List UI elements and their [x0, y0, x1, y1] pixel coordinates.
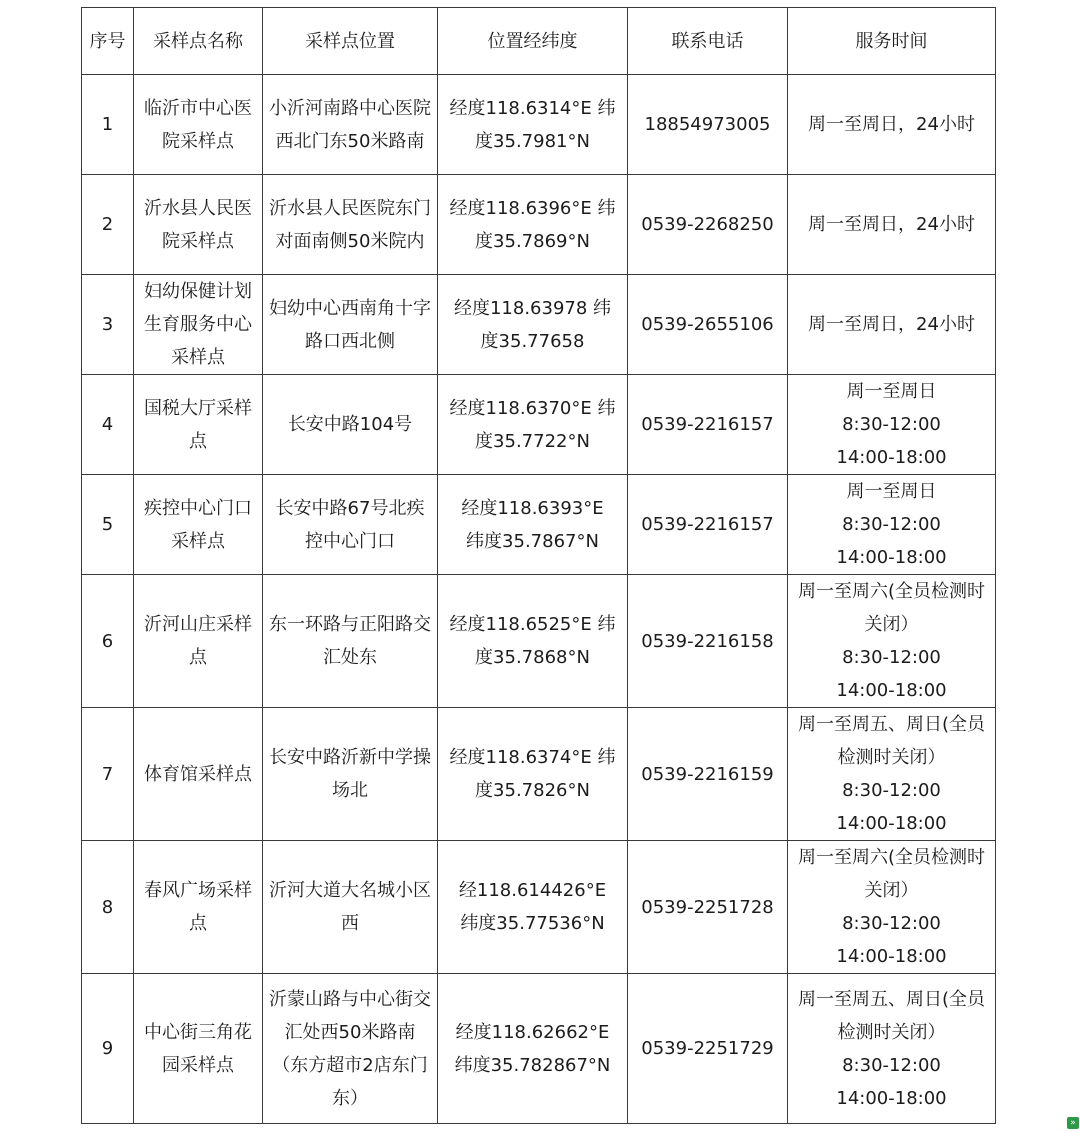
cell-site-name: 疾控中心门口采样点 [134, 475, 263, 575]
cell-service-hours: 周一至周日，24小时 [788, 75, 996, 175]
cell-service-hours: 周一至周日 8:30-12:00 14:00-18:00 [788, 375, 996, 475]
cell-site-location: 小沂河南路中心医院西北门东50米路南 [263, 75, 438, 175]
cell-site-name: 国税大厅采样点 [134, 375, 263, 475]
cell-site-name: 中心街三角花园采样点 [134, 974, 263, 1124]
cell-site-location: 长安中路104号 [263, 375, 438, 475]
double-chevron-icon[interactable]: » [1067, 1117, 1079, 1129]
cell-phone: 0539-2655106 [628, 275, 788, 375]
cell-site-location: 长安中路67号北疾控中心门口 [263, 475, 438, 575]
cell-coordinates: 经度118.6393°E 纬度35.7867°N [438, 475, 628, 575]
cell-service-hours: 周一至周日，24小时 [788, 175, 996, 275]
cell-index: 9 [82, 974, 134, 1124]
cell-coordinates: 经度118.62662°E 纬度35.782867°N [438, 974, 628, 1124]
cell-site-location: 东一环路与正阳路交汇处东 [263, 575, 438, 708]
cell-coordinates: 经度118.6396°E 纬度35.7869°N [438, 175, 628, 275]
cell-service-hours: 周一至周六(全员检测时关闭） 8:30-12:00 14:00-18:00 [788, 841, 996, 974]
cell-coordinates: 经度118.6370°E 纬度35.7722°N [438, 375, 628, 475]
cell-site-location: 妇幼中心西南角十字路口西北侧 [263, 275, 438, 375]
cell-index: 3 [82, 275, 134, 375]
cell-phone: 0539-2268250 [628, 175, 788, 275]
table-header-row [82, 8, 996, 75]
table-row [82, 974, 996, 1124]
cell-phone: 0539-2216159 [628, 708, 788, 841]
header-site-name: 采样点名称 [134, 8, 263, 75]
cell-service-hours: 周一至周日，24小时 [788, 275, 996, 375]
cell-coordinates: 经118.614426°E 纬度35.77536°N [438, 841, 628, 974]
cell-service-hours: 周一至周五、周日(全员检测时关闭） 8:30-12:00 14:00-18:00 [788, 974, 996, 1124]
cell-index: 8 [82, 841, 134, 974]
table-row [82, 275, 996, 375]
table-row [82, 75, 996, 175]
header-service-hours: 服务时间 [788, 8, 996, 75]
cell-coordinates: 经度118.6314°E 纬度35.7981°N [438, 75, 628, 175]
cell-service-hours: 周一至周日 8:30-12:00 14:00-18:00 [788, 475, 996, 575]
cell-phone: 0539-2216157 [628, 475, 788, 575]
cell-index: 5 [82, 475, 134, 575]
cell-service-hours: 周一至周六(全员检测时关闭） 8:30-12:00 14:00-18:00 [788, 575, 996, 708]
header-phone: 联系电话 [628, 8, 788, 75]
table-row [82, 175, 996, 275]
cell-index: 7 [82, 708, 134, 841]
table-row [82, 475, 996, 575]
cell-site-name: 沂河山庄采样点 [134, 575, 263, 708]
cell-phone: 0539-2251728 [628, 841, 788, 974]
table-row [82, 375, 996, 475]
table-row [82, 575, 996, 708]
cell-coordinates: 经度118.6374°E 纬度35.7826°N [438, 708, 628, 841]
cell-index: 2 [82, 175, 134, 275]
cell-index: 1 [82, 75, 134, 175]
table-row [82, 841, 996, 974]
cell-site-name: 沂水县人民医院采样点 [134, 175, 263, 275]
cell-phone: 0539-2216158 [628, 575, 788, 708]
cell-index: 6 [82, 575, 134, 708]
header-site-location: 采样点位置 [263, 8, 438, 75]
sampling-sites-table [81, 7, 996, 1124]
cell-site-location: 长安中路沂新中学操场北 [263, 708, 438, 841]
cell-site-location: 沂水县人民医院东门对面南侧50米院内 [263, 175, 438, 275]
cell-site-name: 妇幼保健计划生育服务中心采样点 [134, 275, 263, 375]
cell-site-location: 沂河大道大名城小区西 [263, 841, 438, 974]
cell-site-name: 春风广场采样点 [134, 841, 263, 974]
cell-phone: 18854973005 [628, 75, 788, 175]
cell-coordinates: 经度118.6525°E 纬度35.7868°N [438, 575, 628, 708]
header-coordinates: 位置经纬度 [438, 8, 628, 75]
header-index: 序号 [82, 8, 134, 75]
cell-index: 4 [82, 375, 134, 475]
cell-site-location: 沂蒙山路与中心街交汇处西50米路南（东方超市2店东门东） [263, 974, 438, 1124]
cell-site-name: 临沂市中心医院采样点 [134, 75, 263, 175]
cell-phone: 0539-2251729 [628, 974, 788, 1124]
cell-phone: 0539-2216157 [628, 375, 788, 475]
table-row [82, 708, 996, 841]
cell-coordinates: 经度118.63978 纬度35.77658 [438, 275, 628, 375]
cell-site-name: 体育馆采样点 [134, 708, 263, 841]
cell-service-hours: 周一至周五、周日(全员检测时关闭） 8:30-12:00 14:00-18:00 [788, 708, 996, 841]
